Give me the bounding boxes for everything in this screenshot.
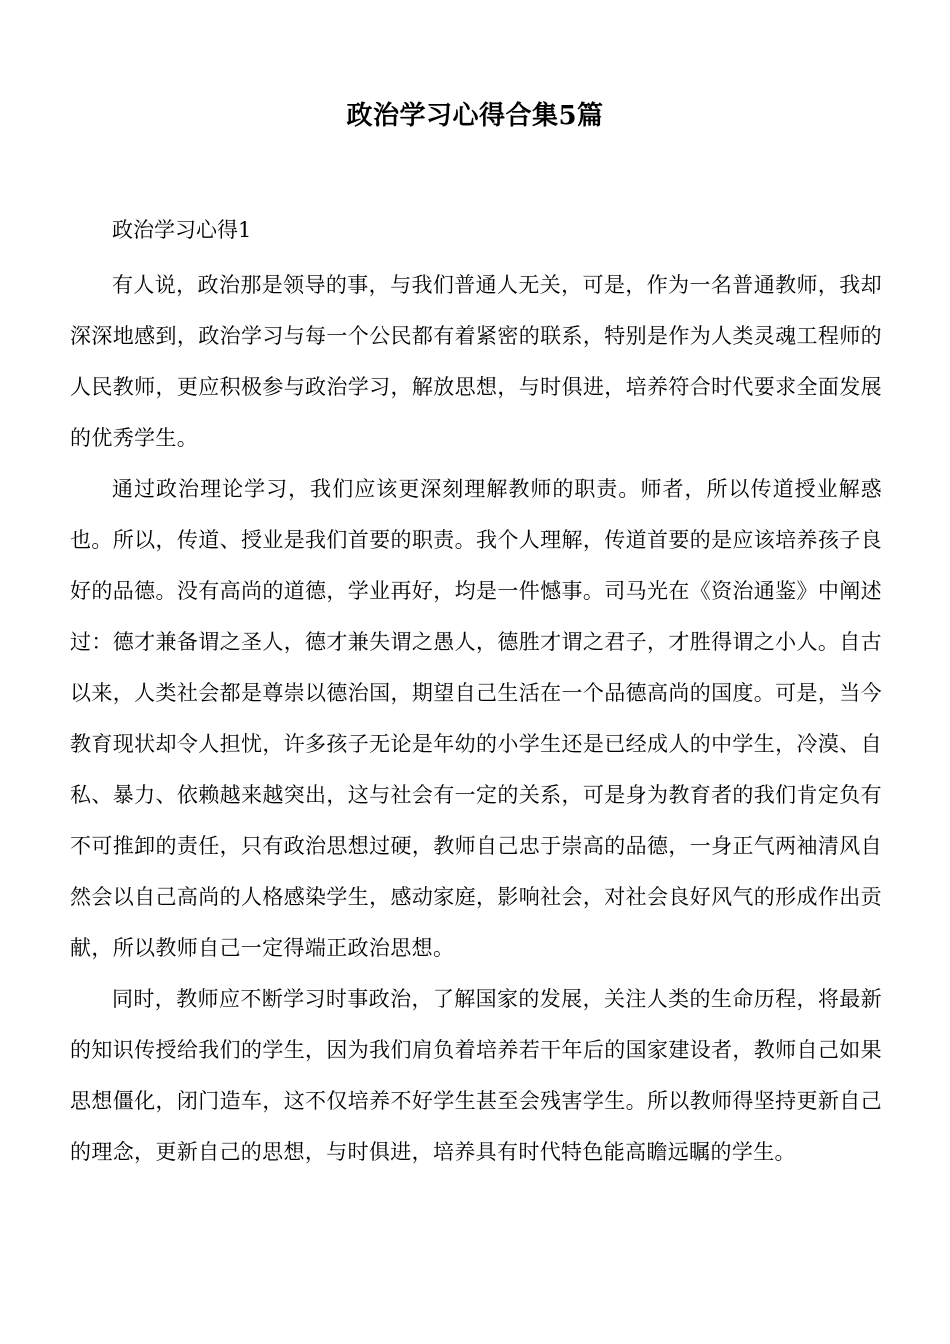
section-heading: 政治学习心得1	[112, 218, 252, 242]
document-title: 政治学习心得合集5篇	[346, 101, 604, 131]
paragraph-3: 同时，教师应不断学习时事政治，了解国家的发展，关注人类的生命历程，将最新的知识传授给我们的学生，因为我们肩负着培养若干年后的国家建设者，教师自己如果思想僵化，闭门造车，这不仅培养不好学生甚至会残害学生。所以教师得坚持更新自己的理念，更新自己的思想，与时俱进，培养具有时代特色能高瞻远瞩的学生。	[70, 987, 882, 1164]
paragraph-1: 有人说，政治那是领导的事，与我们普通人无关，可是，作为一名普通教师，我却深深地感到，政治学习与每一个公民都有着紧密的联系，特别是作为人类灵魂工程师的人民教师，更应积极参与政治学习，解放思想，与时俱进，培养符合时代要求全面发展的优秀学生。	[70, 273, 882, 450]
document-body	[70, 209, 882, 1178]
paragraph-2: 通过政治理论学习，我们应该更深刻理解教师的职责。师者，所以传道授业解惑也。所以，传道、授业是我们首要的职责。我个人理解，传道首要的是应该培养孩子良好的品德。没有高尚的道德，学业再好，均是一件憾事。司马光在《资治通鉴》中阐述过：德才兼备谓之圣人，德才兼失谓之愚人，德胜才谓之君子，才胜得谓之小人。自古以来，人类社会都是尊崇以德治国，期望自己生活在一个品德高尚的国度。可是，当今教育现状却令人担忧，许多孩子无论是年幼的小学生还是已经成人的中学生，冷漠、自私、暴力、依赖越来越突出，这与社会有一定的关系，可是身为教育者的我们肯定负有不可推卸的责任，只有政治思想过硬，教师自己忠于崇高的品德，一身正气两袖清风自然会以自己高尚的人格感染学生，感动家庭，影响社会，对社会良好风气的形成作出贡献，所以教师自己一定得端正政治思想。	[70, 477, 882, 960]
